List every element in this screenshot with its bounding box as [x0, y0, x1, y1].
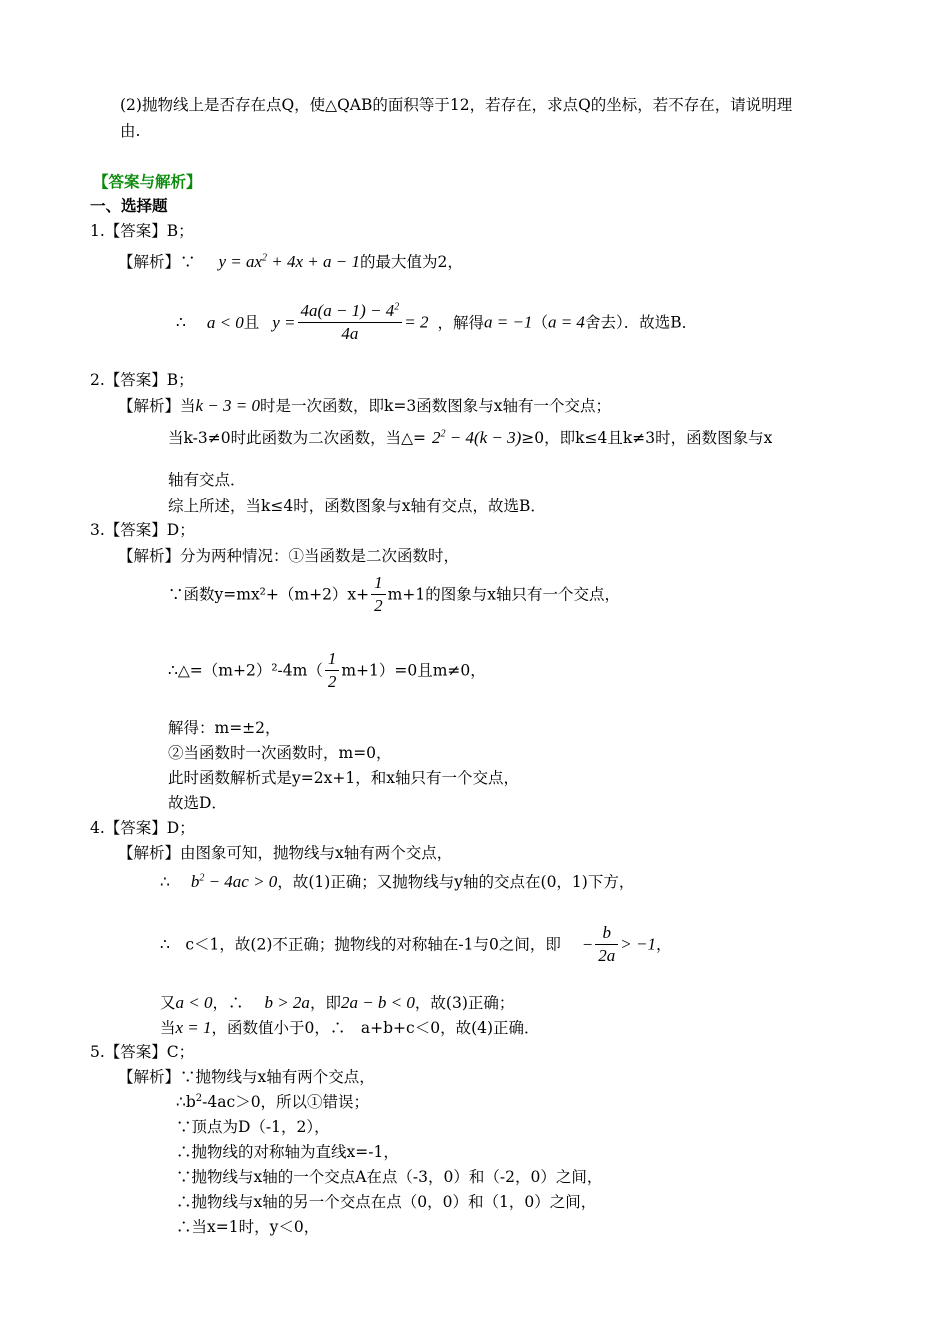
q4-comma: ， [655, 935, 672, 954]
q2-text2a: 当k-3≠0时此函数为二次函数，当△= [168, 429, 426, 447]
q1-eq2: = 2 [404, 312, 429, 332]
q2-text4: 综上所述，当k≤4时，函数图象与x轴有交点，故选B． [168, 497, 546, 515]
q5-l1: ∵抛物线与x轴有两个交点， [180, 1068, 375, 1086]
q3-half-num-2: 1 [325, 648, 340, 671]
q5-explain-line1 [118, 1067, 375, 1087]
q4-text4: ，故(3)正确； [414, 994, 515, 1012]
question-part2-line2: 由. [120, 122, 141, 140]
q2-text2b: ≥0，即k≤4且k≠3时，函数图象与x [521, 429, 773, 447]
q4-tag: 【解析】 [118, 844, 181, 862]
q3-text1: 分为两种情况：①当函数是二次函数时， [180, 547, 460, 565]
q1-paren: （ [532, 313, 548, 332]
answer-heading: 【答案与解析】 [93, 173, 202, 191]
q5-answer: 5.【答案】C； [90, 1043, 195, 1061]
q1-a-rej: a = 4 [547, 312, 585, 332]
q5-l3: ∵顶点为D（-1，2）， [176, 1118, 330, 1136]
q2-cond: k − 3 = 0 [195, 396, 261, 415]
q4-text5: ，函数值小于0，∴ a+b+c＜0，故(4)正确． [211, 1019, 540, 1037]
q4-b-gt: b > 2a [264, 993, 310, 1012]
q4-line2 [160, 872, 634, 892]
q5-l6: ∴抛物线与x轴的另一个交点在点（0，0）和（1，0）之间， [176, 1193, 597, 1211]
q3-l2b: m+1的图象与x轴只有一个交点， [387, 585, 620, 604]
q2-disc: $2^2 - 4(k - 3)$ [431, 428, 522, 447]
q4-axis-num: b [595, 922, 618, 945]
q1-explain-line1 [118, 252, 463, 272]
q1-text1: 的最大值为2， [359, 253, 463, 271]
q3-tag: 【解析】 [118, 547, 181, 565]
q1-a-val: a = −1 [483, 312, 533, 332]
q4-line3 [160, 922, 671, 967]
q3-l7: 故选D． [168, 794, 227, 812]
q4-therefore: ∴ [160, 873, 170, 891]
q1-rej-text: 舍去）．故选B． [584, 313, 698, 332]
q3-answer: 3.【答案】D； [90, 521, 195, 539]
q4-you: 又 [160, 994, 176, 1012]
q1-and: 且 [243, 313, 260, 332]
q3-explain-line1 [118, 546, 459, 566]
q4-line5 [160, 1018, 540, 1038]
question-part2-line1: (2)抛物线上是否存在点Q，使△QAB的面积等于12，若存在，求点Q的坐标，若不存在，请说明理 [120, 96, 793, 114]
q1-therefore: ∴ [176, 313, 186, 332]
q4-x1: x = 1 [175, 1018, 212, 1037]
q5-l5: ∵抛物线与x轴的一个交点A在点（-3，0）和（-2，0）之间， [176, 1168, 603, 1186]
q3-half-den-2: 2 [327, 672, 337, 691]
q1-explain-line2 [176, 300, 697, 345]
q4-axis-den: 2a [598, 946, 616, 965]
q1-frac-den: 4a [341, 324, 359, 343]
q3-l5: ②当函数时一次函数时，m=0， [168, 744, 392, 762]
q3-l4: 解得：m=±2， [168, 719, 281, 737]
q4-explain-line1 [118, 843, 452, 863]
q2-text3: 轴有交点． [168, 471, 246, 489]
q5-l2: $\therefore b^2-4ac>0$，所以①错误； [176, 1092, 370, 1111]
q4-ji: ，即 [309, 994, 341, 1012]
q4-disc: $b^2 - 4ac > 0$ [190, 872, 278, 891]
q2-explain-line2 [168, 428, 772, 448]
q1-fraction [298, 300, 403, 345]
q1-solve: ，解得 [437, 313, 484, 332]
q4-dang: 当 [160, 1019, 176, 1037]
q1-tag: 【解析】∵ [118, 253, 196, 271]
q3-half-frac [371, 572, 386, 617]
q2-explain-line1 [118, 396, 611, 416]
q4-answer: 4.【答案】D； [90, 819, 195, 837]
q3-half-num: 1 [371, 572, 386, 595]
q3-half-frac-2 [325, 648, 340, 693]
q4-sep: ，∴ [212, 994, 244, 1012]
q4-text3: ∴ c＜1，故(2)不正确；抛物线的对称轴在-1与0之间，即 [160, 935, 561, 954]
q4-axis-rhs: > −1 [620, 934, 656, 954]
q4-text2: ，故(1)正确；又抛物线与y轴的交点在(0，1)下方， [277, 873, 635, 891]
q1-y-eq: y = [272, 312, 296, 332]
q1-formula: $y = ax^2 + 4x + a - 1$ [218, 252, 360, 271]
q3-l3b: m+1）=0且m≠0， [341, 661, 486, 680]
q1-answer: 1.【答案】B； [90, 222, 194, 240]
q3-l3a: ∴△=（m+2）²-4m（ [168, 661, 323, 680]
q4-axis-neg: − [581, 934, 594, 954]
q3-half-den: 2 [374, 596, 383, 615]
q3-l2a: ∵函数y=mx²+（m+2）x+ [168, 585, 370, 604]
q2-text1: 时是一次函数，即k=3函数图象与x轴有一个交点； [260, 397, 611, 415]
q3-l6: 此时函数解析式是y=2x+1，和x轴只有一个交点， [168, 769, 519, 787]
q4-text1: 由图象可知，抛物线与x轴有两个交点， [180, 844, 453, 862]
q2-tag: 【解析】当 [118, 397, 196, 415]
section-heading: 一、选择题 [90, 197, 168, 215]
q5-tag: 【解析】 [118, 1068, 181, 1086]
q1-frac-num: $4a(a - 1) - 4^2$ [298, 300, 403, 323]
q4-line4 [160, 993, 514, 1013]
q3-line2 [168, 572, 620, 617]
q3-line3 [168, 648, 486, 693]
q1-cond: a < 0 [206, 312, 244, 332]
q4-a-lt: a < 0 [175, 993, 213, 1012]
q4-ineq: 2a − b < 0 [340, 993, 415, 1012]
q2-answer: 2.【答案】B； [90, 371, 194, 389]
q5-l4: ∴抛物线的对称轴为直线x=-1， [176, 1143, 399, 1161]
q5-l7: ∴当x=1时，y＜0， [176, 1218, 320, 1236]
q4-axis-frac [595, 922, 618, 967]
